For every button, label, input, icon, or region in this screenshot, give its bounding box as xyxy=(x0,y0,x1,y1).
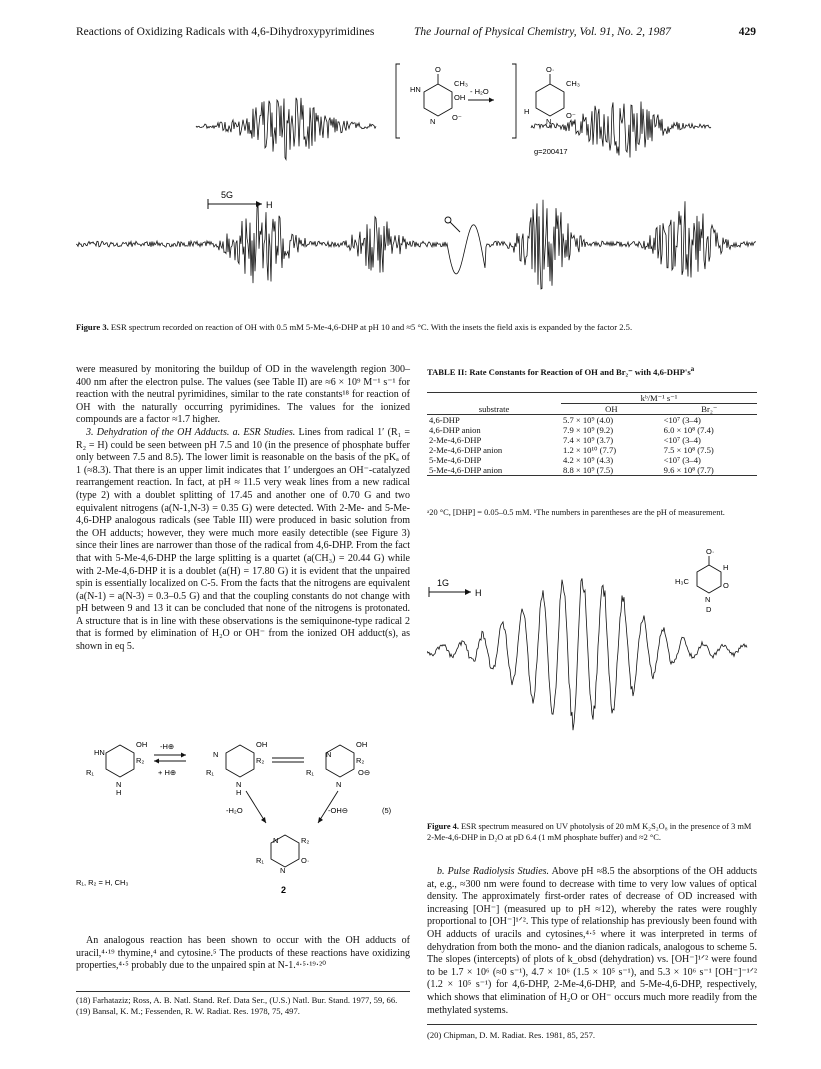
svg-text:O·: O· xyxy=(706,547,715,556)
svg-text:D: D xyxy=(706,605,712,614)
table-2-bottom-rule xyxy=(427,475,757,476)
svg-text:R₂: R₂ xyxy=(301,836,310,845)
svg-text:OH: OH xyxy=(256,740,268,749)
svg-text:R₁: R₁ xyxy=(256,856,264,865)
svg-text:N: N xyxy=(280,866,286,875)
unit-header: kᵇ/M⁻¹ s⁻¹ xyxy=(561,393,757,404)
svg-text:H: H xyxy=(723,563,729,572)
figure-3 xyxy=(76,44,756,320)
col-substrate: substrate xyxy=(427,404,561,415)
svg-text:N: N xyxy=(430,117,436,126)
table-2-title xyxy=(427,364,757,377)
equation-number: (5) xyxy=(382,806,392,815)
svg-text:H₃C: H₃C xyxy=(675,577,689,586)
table-row xyxy=(427,415,757,426)
left-column-bottom xyxy=(76,935,410,973)
scheme-plus-h: + H⊕ xyxy=(158,768,177,777)
table-row xyxy=(427,465,757,475)
figure-3-inset-trace xyxy=(196,98,376,160)
svg-text:HN: HN xyxy=(410,85,421,94)
svg-text:OH: OH xyxy=(356,740,368,749)
table-row xyxy=(427,435,757,445)
svg-text:N: N xyxy=(336,780,342,789)
svg-text:H: H xyxy=(236,788,242,797)
cell-oh: 5.7 × 10⁹ (4.0) xyxy=(563,415,614,425)
footnote-rule-left xyxy=(76,991,410,992)
svg-text:OH: OH xyxy=(136,740,148,749)
svg-text:O⁻: O⁻ xyxy=(566,111,576,120)
cell-oh: 7.9 × 10⁹ (9.2) xyxy=(563,425,614,435)
inset-reaction xyxy=(396,64,580,156)
figure-3-field-label: H xyxy=(266,200,273,210)
figure-3-scale-label: 5G xyxy=(220,190,234,200)
figure-4-caption-label: Figure 4. xyxy=(427,822,459,831)
cell-br2: <10⁷ (3–4) xyxy=(663,415,701,425)
journal-citation: The Journal of Physical Chemistry, Vol. 91, No. 2, 1987 xyxy=(414,26,671,38)
figure-3-main-trace xyxy=(76,200,756,289)
paragraph-pulse-radiolysis xyxy=(427,866,757,1017)
svg-text:O·: O· xyxy=(546,65,555,74)
paragraph-pulse-text: Above pH ≈8.5 the absorptions of the OH adducts at, e.g., ≈300 nm were found to decrease with time to very low values of optical density. The approximately first-order rates of decrease of OD increased with increasing [OH⁻] (measured up to pH ≈12), whereby the rates were roughly proportional to [OH⁻]¹ᐟ². This type of relationship has previously been found with OH adducts of uracils and cytosines,⁴·⁵ where it was interpreted in terms of dehydration from both the mono- and the dianion radicals, analogous to scheme 5. The slopes (intercepts) of plots of k_obsd (dehydration) vs. [OH⁻]¹ᐟ² were found to be 1.7 × 10⁶ (≈0 s⁻¹), 4.7 × 10⁶ (1.5 × 10⁵ s⁻¹), and 5.3 × 10⁶ s⁻¹ [OH⁻]⁻¹ᐟ² (1.2 × 10⁵ s⁻¹) for 4,6-DHP, 2-Me-4,6-DHP, and 5-Me-4,6-DHP, respectively, which shows that elimination of H₂O or OH⁻ occurs much more readily from the methylated systems. xyxy=(427,866,757,1016)
ring-ionized-adduct-2 xyxy=(226,745,254,777)
left-column xyxy=(76,364,410,654)
cell-substrate: 5-Me-4,6-DHP anion xyxy=(429,465,503,475)
svg-text:N: N xyxy=(326,750,332,759)
svg-text:O: O xyxy=(435,65,441,74)
svg-text:N: N xyxy=(116,780,122,789)
cell-substrate: 2-Me-4,6-DHP anion xyxy=(429,445,503,455)
footnotes-right xyxy=(427,1030,757,1041)
figure-4-caption xyxy=(427,822,757,843)
table-row xyxy=(427,455,757,465)
figure-3-traces xyxy=(76,98,756,289)
svg-text:CH₃: CH₃ xyxy=(454,79,468,88)
figure-4-trace xyxy=(427,578,747,730)
scheme-5-drawing xyxy=(76,733,416,913)
svg-text:OH: OH xyxy=(454,93,466,102)
marker-q-pointer xyxy=(450,222,460,232)
cell-br2: 6.0 × 10⁸ (7.4) xyxy=(663,425,714,435)
ring-radical xyxy=(536,84,564,116)
table-2 xyxy=(427,392,757,476)
svg-text:O·: O· xyxy=(301,856,310,865)
svg-text:H: H xyxy=(524,107,530,116)
figure-4-caption-text: ESR spectrum measured on UV photolysis of 20 mM K₂S₂O₈ in the presence of 3 mM 2-Me-4,6-DHP in D₂O at pD 6.4 (1 mM phosphate buffer) and ≈2 °C. xyxy=(427,822,752,842)
svg-text:O⁻: O⁻ xyxy=(452,113,462,122)
figure-3-caption-label: Figure 3. xyxy=(76,322,109,332)
figure-4 xyxy=(427,540,757,818)
figure-4-spectrum xyxy=(427,540,757,818)
svg-text:N: N xyxy=(236,780,242,789)
col-br2: Br₂⁻ xyxy=(662,404,757,415)
svg-text:R₁: R₁ xyxy=(306,768,314,777)
table-2-title-text: TABLE II: Rate Constants for Reaction of OH and Br₂⁻ with 4,6-DHP's xyxy=(427,366,691,377)
right-column xyxy=(427,866,757,1017)
section-heading-dehydration: 3. Dehydration of the OH Adducts. a. ESR Studies. xyxy=(86,426,296,438)
svg-text:R₁: R₁ xyxy=(206,768,214,777)
svg-text:N: N xyxy=(213,750,219,759)
rates-table xyxy=(427,393,757,475)
figure-4-scale-label: 1G xyxy=(436,578,450,588)
scheme-substituents: R₁, R₂ = H, CH₃ xyxy=(76,878,129,887)
table-row xyxy=(427,425,757,435)
cell-oh: 4.2 × 10⁹ (4.3) xyxy=(563,455,614,465)
svg-text:O⊖: O⊖ xyxy=(358,768,371,777)
inset-arrow-label: - H₂O xyxy=(470,87,489,96)
footnote-rule-right xyxy=(427,1024,757,1025)
table-row xyxy=(427,445,757,455)
ring-oh-adduct xyxy=(424,84,452,116)
cell-substrate: 4,6-DHP xyxy=(429,415,460,425)
svg-text:R₂: R₂ xyxy=(356,756,365,765)
running-header-title: Reactions of Oxidizing Radicals with 4,6-Dihydroxypyrimidines xyxy=(76,26,375,38)
figure-3-caption-text: ESR spectrum recorded on reaction of OH with 0.5 mM 5-Me-4,6-DHP at pH 10 and ≈5 °C. With the insets the field axis is expanded by the factor 2.5. xyxy=(108,322,633,332)
figure-3-spectrum xyxy=(76,44,756,320)
cell-oh: 8.8 × 10⁹ (7.5) xyxy=(563,465,614,475)
figure-4-field-label: H xyxy=(475,588,482,598)
table-2-title-note: a xyxy=(690,365,695,373)
table-2-body xyxy=(427,415,757,476)
svg-text:HN: HN xyxy=(94,748,105,757)
col-oh: OH xyxy=(561,404,662,415)
svg-text:R₂: R₂ xyxy=(136,756,145,765)
svg-text:R₁: R₁ xyxy=(86,768,94,777)
cell-br2: 7.5 × 10⁸ (7.5) xyxy=(663,445,714,455)
field-arrow-head xyxy=(256,201,262,207)
cell-substrate: 4,6-DHP anion xyxy=(429,425,481,435)
cell-br2: <10⁷ (3–4) xyxy=(663,435,701,445)
footnote-20: (20) Chipman, D. M. Radiat. Res. 1981, 85, 257. xyxy=(427,1030,596,1040)
scheme-minus-water: -H₂O xyxy=(226,806,243,815)
figure-4-spectrum-trace xyxy=(427,578,747,730)
ring-ionized-adduct-1 xyxy=(106,745,134,777)
compound-number: 2 xyxy=(281,885,287,895)
scheme-minus-hydroxide: -OH⊖ xyxy=(328,806,349,815)
scheme-eq-5 xyxy=(76,733,416,913)
cell-br2: 9.6 × 10⁸ (7.7) xyxy=(663,465,714,475)
paragraph-analogous-reaction: An analogous reaction has been shown to occur with the OH adducts of uracil,⁴·¹⁹ thymine,⁴ and cytosine.⁵ The products of these reactions have oxidizing properties,⁴·⁵ probably due to the unpaired spin at N-1.⁴·⁵·¹⁹·²⁰ xyxy=(76,935,410,972)
svg-text:N: N xyxy=(546,117,552,126)
svg-text:R₂: R₂ xyxy=(256,756,265,765)
svg-text:N: N xyxy=(273,836,279,845)
svg-text:N: N xyxy=(705,595,711,604)
footnote-19: (19) Bansal, K. M.; Fessenden, R. W. Radiat. Res. 1978, 75, 497. xyxy=(76,1005,300,1016)
scheme-minus-h: -H⊕ xyxy=(160,742,175,751)
section-heading-pulse: b. Pulse Radiolysis Studies. xyxy=(437,866,550,877)
footnotes-left xyxy=(76,995,410,1016)
svg-text:H: H xyxy=(116,788,122,797)
cell-oh: 1.2 × 10¹⁰ (7.7) xyxy=(563,445,617,455)
figure-4-structure xyxy=(697,556,721,593)
g-factor-label: g=200417 xyxy=(534,147,568,156)
svg-text:CH₃: CH₃ xyxy=(566,79,580,88)
cell-br2: <10⁷ (3–4) xyxy=(663,455,701,465)
paragraph-esr-text: Lines from radical 1′ (R₁ = R₂ = H) could be seen between pH 7.5 and 10 (in the presence of phosphate buffer only between 7.5 and 8.5). The lower limit is reasonable on the basis of the pKₐ of 1 (≈8.3). That there is an upper limit indicates that 1′ undergoes an OH⁻-catalyzed rearrangement reaction. In fact, at pH ≈ 11.5 very weak lines from a new radical (type 2) with a doublet splitting of 17.45 and another one of 0.70 G and two equivalent nitrogens (a(N-1,N-3) = 0.35 G) were detected. With 2-Me- and 5-Me-4,6-DHP analogous radicals (see Table III) were produced in basic solution from the OH adducts; however, they were much more easily detectible (see Figure 3) since their lines are narrower than those of the radical from 4,6-DHP. From the fact that with 5-Me-4,6-DHP the large splitting is a quartet (a(CH₃) = 20.44 G) while with 2-Me-4,6-DHP it is a doublet (a(H) = 17.80 G) it is evident that the unpaired spin is essentially localized on C-5. From the facts that the nitrogens are equivalent (a(N-1) = a(N-3) = 0.3–0.5 G) and that the coupling constants do not change with pH between 9 and 13 it can be concluded that none of the nitrogens is protonated. A structure that is in line with these observations is the semiquinone-type radical 2 that is formed by elimination of H₂O or OH⁻ from the ionized OH adduct(s), as shown in eq 5. xyxy=(76,426,411,653)
paragraph-rate-measurement: were measured by monitoring the buildup of OD in the wavelength region 300–400 nm after the electron pulse. The values (see Table II) are ≈6 × 10⁹ M⁻¹ s⁻¹ for reaction with the neutral pyrimidines, similar to the rate constants¹⁸ for reaction of OH with the naturally occurring pyrimidines. The values for the ionized compounds are a factor ≈1.7 higher. xyxy=(76,364,410,426)
svg-text:O: O xyxy=(723,581,729,590)
page-number: 429 xyxy=(738,26,756,38)
figure-3-caption xyxy=(76,322,756,333)
paragraph-esr-studies xyxy=(76,427,410,654)
cell-substrate: 2-Me-4,6-DHP xyxy=(429,435,482,445)
cell-oh: 7.4 × 10⁹ (3.7) xyxy=(563,435,614,445)
table-2-footnote: ᵃ20 °C, [DHP] = 0.05–0.5 mM. ᵇThe numbers in parentheses are the pH of measurement. xyxy=(427,508,725,517)
cell-substrate: 5-Me-4,6-DHP xyxy=(429,455,482,465)
footnote-18: (18) Farhataziz; Ross, A. B. Natl. Stand. Ref. Data Ser., (U.S.) Natl. Bur. Stand. 1977, 59, 66. xyxy=(76,995,398,1005)
